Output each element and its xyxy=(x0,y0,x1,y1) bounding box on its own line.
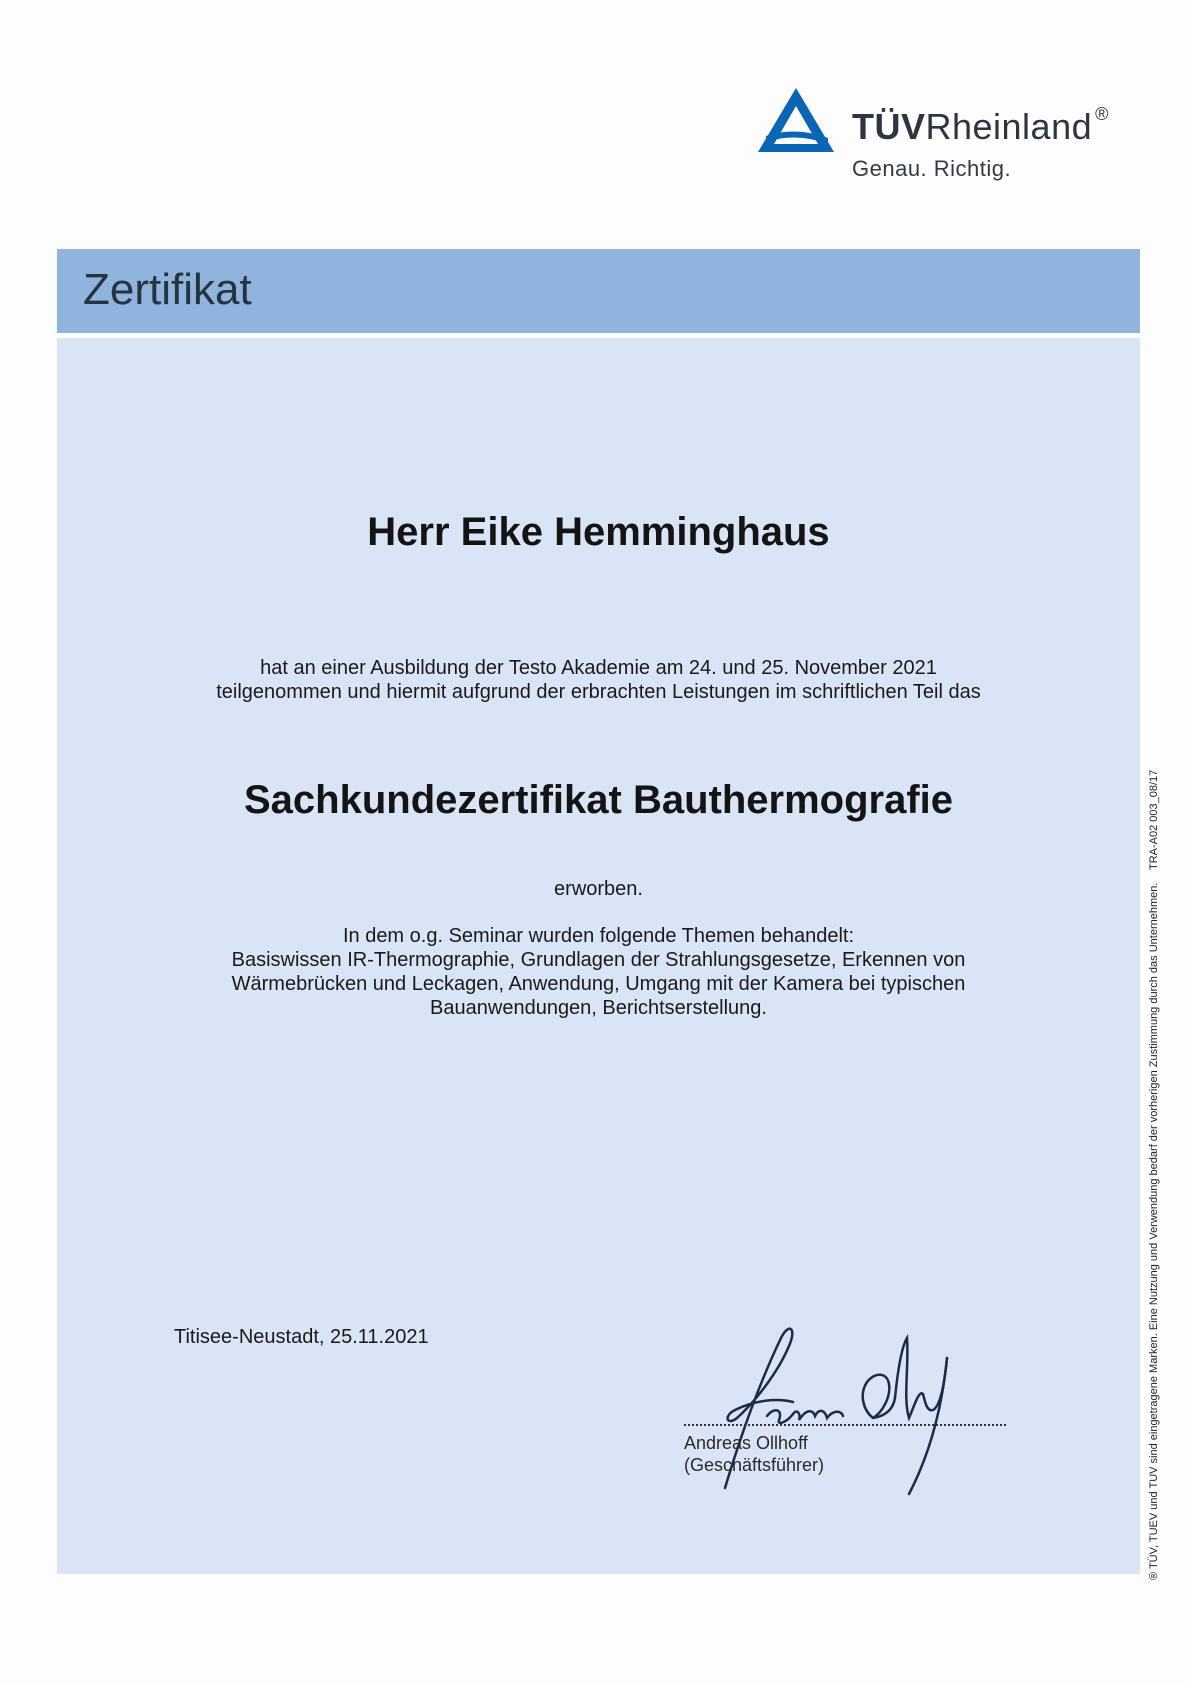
acquired-text: erworben. xyxy=(554,878,643,900)
logo-wordmark: TÜVRheinland ® xyxy=(852,104,1109,147)
intro-line-1: hat an einer Ausbildung der Testo Akademie am 24. und 25. November 2021 xyxy=(260,657,937,679)
topics-text xyxy=(57,924,1140,1020)
signer-role: (Geschäftsführer) xyxy=(684,1455,825,1475)
place-date: Titisee-Neustadt, 25.11.2021 xyxy=(174,1326,429,1348)
form-code: TRA-A02 003_08/17 xyxy=(1148,769,1160,870)
topics-line-1: In dem o.g. Seminar wurden folgende Themen behandelt: xyxy=(342,925,855,947)
recipient-name: Herr Eike Hemminghaus xyxy=(367,510,830,554)
certificate-body xyxy=(57,338,1140,1574)
signer-name: Andreas Ollhoff xyxy=(684,1433,808,1453)
intro-line-2: teilgenommen und hiermit aufgrund der erbrachten Leistungen im schriftlichen Teil das xyxy=(216,681,981,703)
signature-line xyxy=(684,1424,1006,1426)
topics-line-3: Wärmebrücken und Leckagen, Anwendung, Umgang mit der Kamera bei typischen xyxy=(231,973,966,995)
tuv-triangle-icon xyxy=(756,86,836,156)
logo-tagline: Genau. Richtig. xyxy=(852,156,1012,181)
certificate-title: Sachkundezertifikat Bauthermografie xyxy=(243,778,954,822)
trademark-note: ® TÜV, TUEV und TUV sind eingetragene Marken. Eine Nutzung und Verwendung bedarf der vorherigen Zustimmung durch das Unternehmen. xyxy=(1148,882,1160,1580)
tuv-rheinland-logo xyxy=(756,86,1156,196)
certificate-header-band xyxy=(57,249,1140,333)
signer-block xyxy=(684,1432,824,1476)
topics-line-2: Basiswissen IR-Thermographie, Grundlagen der Strahlungsgesetze, Erkennen von xyxy=(231,949,966,971)
topics-line-4: Bauanwendungen, Berichtserstellung. xyxy=(430,997,767,1019)
intro-text xyxy=(57,656,1140,704)
certificate-heading: Zertifikat xyxy=(83,265,252,314)
